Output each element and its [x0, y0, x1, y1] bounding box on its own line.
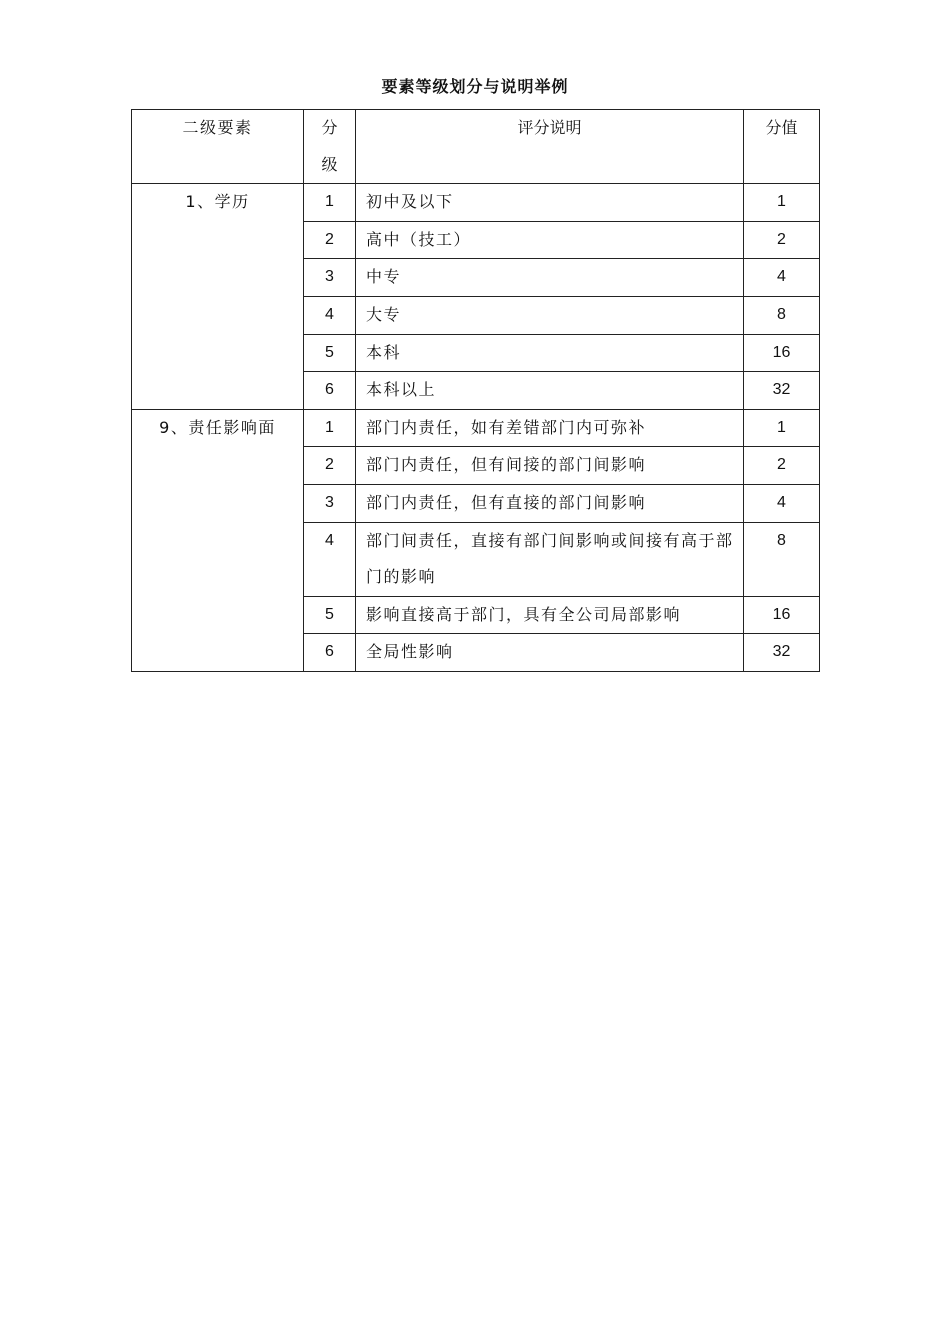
element-grading-table: [131, 109, 820, 672]
table-header-row: [132, 110, 820, 184]
header-grade-line1: 分: [321, 118, 338, 137]
element-cell: 9、责任影响面: [132, 409, 304, 671]
grade-cell: 5: [304, 334, 356, 372]
score-cell: 32: [744, 634, 820, 672]
grade-cell: 1: [304, 184, 356, 222]
grade-cell: 4: [304, 296, 356, 334]
description-cell: 本科以上: [356, 372, 744, 410]
score-cell: 2: [744, 221, 820, 259]
description-cell: 全局性影响: [356, 634, 744, 672]
header-element: 二级要素: [132, 110, 304, 184]
grade-cell: 3: [304, 259, 356, 297]
description-cell: 初中及以下: [356, 184, 744, 222]
grade-cell: 5: [304, 596, 356, 634]
description-cell: 部门间责任，直接有部门间影响或间接有高于部门的影响: [356, 522, 744, 596]
description-cell: 本科: [356, 334, 744, 372]
description-cell: 部门内责任，但有间接的部门间影响: [356, 447, 744, 485]
description-cell: 中专: [356, 259, 744, 297]
description-cell: 高中（技工）: [356, 221, 744, 259]
grade-cell: 2: [304, 221, 356, 259]
grade-cell: 6: [304, 372, 356, 410]
header-description: 评分说明: [356, 110, 744, 184]
score-cell: 32: [744, 372, 820, 410]
score-cell: 16: [744, 596, 820, 634]
description-cell: 影响直接高于部门，具有全公司局部影响: [356, 596, 744, 634]
header-grade-line2: 级: [321, 154, 338, 174]
table-row: [132, 409, 820, 447]
grade-cell: 2: [304, 447, 356, 485]
element-cell: 1、学历: [132, 184, 304, 410]
score-cell: 1: [744, 184, 820, 222]
description-cell: 部门内责任，但有直接的部门间影响: [356, 484, 744, 522]
score-cell: 2: [744, 447, 820, 485]
grade-cell: 4: [304, 522, 356, 596]
score-cell: 8: [744, 522, 820, 596]
score-cell: 8: [744, 296, 820, 334]
score-cell: 4: [744, 259, 820, 297]
grade-cell: 6: [304, 634, 356, 672]
grade-cell: 3: [304, 484, 356, 522]
score-cell: 1: [744, 409, 820, 447]
score-cell: 4: [744, 484, 820, 522]
description-cell: 大专: [356, 296, 744, 334]
grade-cell: 1: [304, 409, 356, 447]
header-score: 分值: [744, 110, 820, 184]
table-row: [132, 184, 820, 222]
header-grade: [304, 110, 356, 184]
score-cell: 16: [744, 334, 820, 372]
description-cell: 部门内责任，如有差错部门内可弥补: [356, 409, 744, 447]
document-title: 要素等级划分与说明举例: [381, 77, 569, 96]
